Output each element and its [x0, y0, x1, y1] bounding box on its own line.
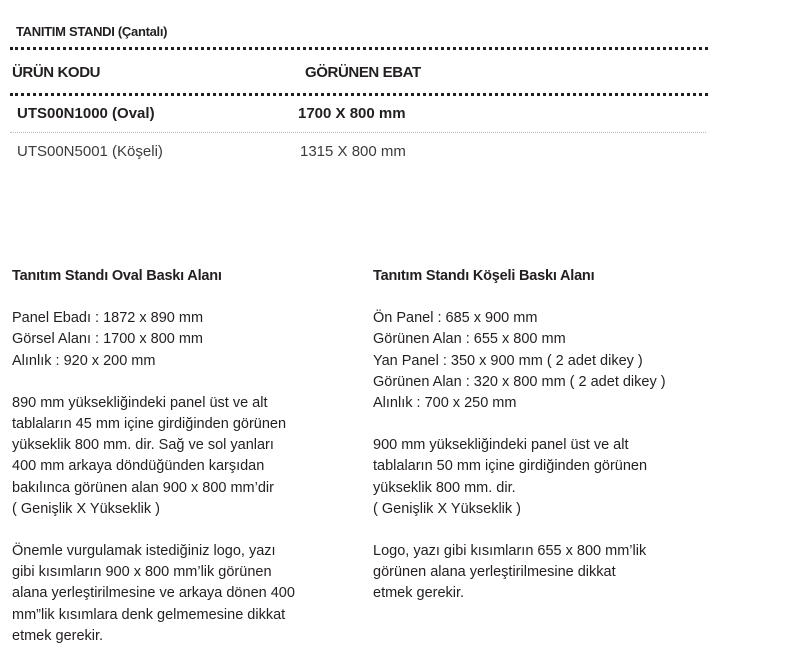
visible-size-cell: 1700 X 800 mm	[298, 105, 406, 122]
product-code-cell: UTS00N5001 (Köşeli)	[17, 143, 163, 160]
text-line: görünen alana yerleştirilmesine dikkat	[373, 564, 616, 581]
row-divider	[10, 132, 706, 133]
spec-line: Panel Ebadı : 1872 x 890 mm	[12, 310, 204, 327]
spec-line: Görsel Alanı : 1700 x 800 mm	[12, 331, 204, 348]
koseli-paragraph-2	[373, 541, 733, 605]
text-line: tablaların 45 mm içine girdiğinden görünen	[12, 416, 287, 433]
text-line: ( Genişlik X Yükseklik )	[12, 500, 160, 517]
table-row	[0, 143, 720, 163]
spec-line: Yan Panel : 350 x 900 mm ( 2 adet dikey )	[373, 352, 643, 369]
dotted-divider-top	[10, 47, 708, 50]
oval-section-title: Tanıtım Standı Oval Baskı Alanı	[12, 268, 222, 284]
text-line: 890 mm yüksekliğindeki panel üst ve alt	[12, 394, 268, 411]
koseli-spec-list	[373, 308, 733, 414]
visible-size-cell: 1315 X 800 mm	[300, 143, 406, 160]
oval-paragraph-2	[12, 541, 357, 647]
text-line: yükseklik 800 mm. dir.	[373, 479, 516, 496]
koseli-print-area-section	[373, 266, 733, 626]
column-header-product-code: ÜRÜN KODU	[12, 64, 101, 81]
text-line: etmek gerekir.	[373, 585, 465, 602]
text-line: alana yerleştirilmesine ve arkaya dönen 400	[12, 585, 295, 602]
oval-print-area-section	[12, 266, 357, 668]
text-line: mm”lik kısımlara denk gelmemesine dikkat	[12, 606, 286, 623]
koseli-paragraph-1	[373, 435, 733, 520]
text-line: 900 mm yüksekliğindeki panel üst ve alt	[373, 437, 629, 454]
spec-line: Görünen Alan : 320 x 800 mm ( 2 adet dikey )	[373, 373, 666, 390]
column-header-visible-size: GÖRÜNEN EBAT	[305, 64, 421, 81]
oval-spec-list	[12, 308, 357, 372]
text-line: gibi kısımların 900 x 800 mm’lik görünen	[12, 564, 272, 581]
koseli-section-title: Tanıtım Standı Köşeli Baskı Alanı	[373, 268, 595, 284]
spec-line: Alınlık : 700 x 250 mm	[373, 395, 517, 412]
page-title: TANITIM STANDI (Çantalı)	[16, 24, 168, 39]
text-line: Logo, yazı gibi kısımların 655 x 800 mm’lik	[373, 543, 647, 560]
spec-line: Alınlık : 920 x 200 mm	[12, 352, 156, 369]
text-line: ( Genişlik X Yükseklik )	[373, 500, 521, 517]
text-line: yükseklik 800 mm. dir. Sağ ve sol yanları	[12, 437, 274, 454]
spec-line: Ön Panel : 685 x 900 mm	[373, 310, 538, 327]
text-line: 400 mm arkaya döndüğünden karşıdan	[12, 458, 265, 475]
table-row	[0, 105, 720, 125]
text-line: tablaların 50 mm içine girdiğinden görünen	[373, 458, 648, 475]
oval-paragraph-1	[12, 393, 357, 520]
dotted-divider-header	[10, 93, 708, 96]
text-line: bakılınca görünen alan 900 x 800 mm’dir	[12, 479, 274, 496]
spec-line: Görünen Alan : 655 x 800 mm	[373, 331, 566, 348]
text-line: etmek gerekir.	[12, 627, 104, 644]
text-line: Önemle vurgulamak istediğiniz logo, yazı	[12, 543, 276, 560]
product-code-cell: UTS00N1000 (Oval)	[17, 105, 155, 122]
